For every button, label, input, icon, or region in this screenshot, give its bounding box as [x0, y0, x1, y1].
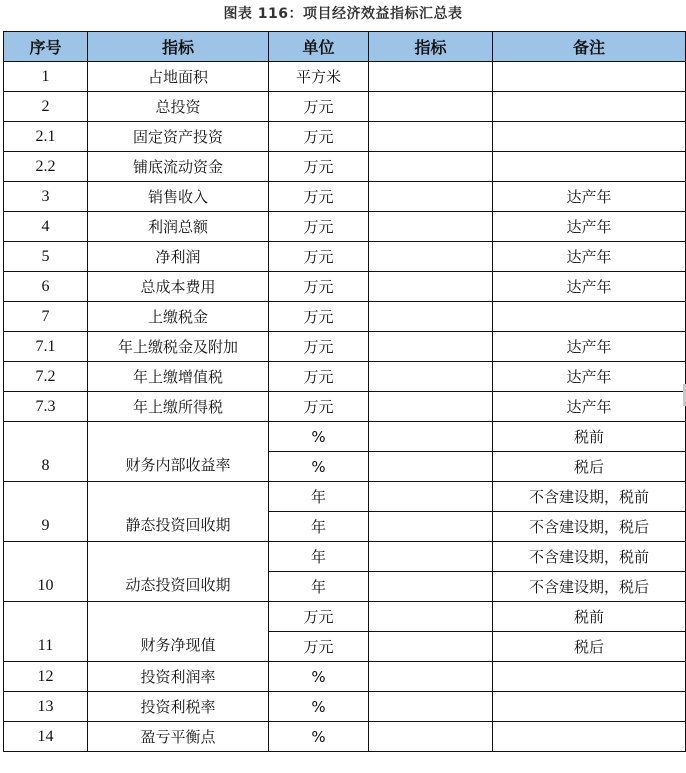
cell-value [369, 92, 493, 122]
cell-note [493, 722, 686, 752]
cell-note: 不含建设期，税后 [493, 572, 686, 602]
cell-unit: 万元 [269, 152, 369, 182]
cell-unit: 年 [269, 572, 369, 602]
cell-indicator: 总投资 [88, 92, 269, 122]
cell-seq: 6 [4, 272, 88, 302]
cell-unit: % [269, 452, 369, 482]
header-indicator-value: 指标 [369, 32, 493, 62]
cell-indicator: 占地面积 [88, 62, 269, 92]
cell-note: 税后 [493, 452, 686, 482]
cell-value [369, 542, 493, 572]
cell-seq: 4 [4, 212, 88, 242]
cell-unit: % [269, 692, 369, 722]
cell-seq: 14 [4, 722, 88, 752]
cell-indicator: 投资利税率 [88, 692, 269, 722]
cell-seq: 7.1 [4, 332, 88, 362]
cell-value [369, 602, 493, 632]
cell-seq: 5 [4, 242, 88, 272]
cell-indicator: 财务内部收益率 [88, 422, 269, 482]
cell-value [369, 362, 493, 392]
header-seq: 序号 [4, 32, 88, 62]
cell-value [369, 632, 493, 662]
economic-indicators-table [3, 31, 686, 752]
cell-seq: 13 [4, 692, 88, 722]
cell-indicator: 静态投资回收期 [88, 482, 269, 542]
table-row [4, 422, 686, 452]
cell-unit: 年 [269, 482, 369, 512]
cell-note [493, 92, 686, 122]
cell-value [369, 212, 493, 242]
table-row [4, 482, 686, 512]
table-row [4, 542, 686, 572]
cell-note [493, 62, 686, 92]
cell-value [369, 662, 493, 692]
cell-seq: 9 [4, 482, 88, 542]
cell-value [369, 692, 493, 722]
cell-indicator: 投资利润率 [88, 662, 269, 692]
cell-note: 达产年 [493, 392, 686, 422]
cell-value [369, 122, 493, 152]
cell-note: 达产年 [493, 182, 686, 212]
cell-note: 不含建设期，税前 [493, 482, 686, 512]
cell-value [369, 62, 493, 92]
cell-unit: 万元 [269, 92, 369, 122]
cell-indicator: 动态投资回收期 [88, 542, 269, 602]
cell-note: 不含建设期，税前 [493, 542, 686, 572]
table-caption: 图表 116：项目经济效益指标汇总表 [223, 6, 463, 22]
cell-note [493, 662, 686, 692]
cell-value [369, 722, 493, 752]
cell-unit: 万元 [269, 122, 369, 152]
cell-unit: 年 [269, 542, 369, 572]
header-unit: 单位 [269, 32, 369, 62]
cell-indicator: 年上缴增值税 [88, 362, 269, 392]
cell-indicator: 净利润 [88, 242, 269, 272]
cell-note: 不含建设期，税后 [493, 512, 686, 542]
cell-note: 达产年 [493, 212, 686, 242]
table-row [4, 62, 686, 92]
cell-value [369, 452, 493, 482]
header-indicator: 指标 [88, 32, 269, 62]
cell-unit: % [269, 722, 369, 752]
cell-unit: 万元 [269, 332, 369, 362]
cell-value [369, 242, 493, 272]
table-row [4, 152, 686, 182]
cell-indicator: 盈亏平衡点 [88, 722, 269, 752]
cell-note: 达产年 [493, 332, 686, 362]
cell-value [369, 152, 493, 182]
cell-unit: 万元 [269, 272, 369, 302]
cell-seq: 8 [4, 422, 88, 482]
cell-unit: 万元 [269, 602, 369, 632]
cell-seq: 7.2 [4, 362, 88, 392]
table-row [4, 392, 686, 422]
cell-unit: 万元 [269, 212, 369, 242]
cell-indicator: 财务净现值 [88, 602, 269, 662]
table-row [4, 182, 686, 212]
cell-value [369, 392, 493, 422]
cell-note [493, 692, 686, 722]
table-body [4, 62, 686, 752]
cell-value [369, 182, 493, 212]
cell-note: 税后 [493, 632, 686, 662]
table-row [4, 302, 686, 332]
cell-unit: 万元 [269, 242, 369, 272]
table-row [4, 332, 686, 362]
table-row [4, 662, 686, 692]
table-row [4, 122, 686, 152]
cell-indicator: 利润总额 [88, 212, 269, 242]
cell-value [369, 512, 493, 542]
cell-indicator: 上缴税金 [88, 302, 269, 332]
cell-unit: % [269, 422, 369, 452]
cell-seq: 2 [4, 92, 88, 122]
cell-unit: 万元 [269, 392, 369, 422]
cell-unit: 万元 [269, 362, 369, 392]
cell-seq: 12 [4, 662, 88, 692]
cell-indicator: 年上缴税金及附加 [88, 332, 269, 362]
cell-note [493, 152, 686, 182]
cell-indicator: 销售收入 [88, 182, 269, 212]
cell-unit: 年 [269, 512, 369, 542]
cell-value [369, 332, 493, 362]
cell-unit: 万元 [269, 632, 369, 662]
cell-unit: 万元 [269, 302, 369, 332]
cell-indicator: 固定资产投资 [88, 122, 269, 152]
cell-note [493, 122, 686, 152]
cell-value [369, 422, 493, 452]
table-row [4, 212, 686, 242]
cell-unit: % [269, 662, 369, 692]
table-row [4, 362, 686, 392]
cell-seq: 3 [4, 182, 88, 212]
table-row [4, 722, 686, 752]
cell-seq: 2.2 [4, 152, 88, 182]
cell-unit: 平方米 [269, 62, 369, 92]
table-row [4, 692, 686, 722]
cell-seq: 1 [4, 62, 88, 92]
table-row [4, 242, 686, 272]
cell-value [369, 302, 493, 332]
cell-value [369, 572, 493, 602]
cell-note: 达产年 [493, 242, 686, 272]
cell-seq: 10 [4, 542, 88, 602]
cell-note: 达产年 [493, 272, 686, 302]
cell-note [493, 302, 686, 332]
cell-indicator: 年上缴所得税 [88, 392, 269, 422]
table-row [4, 602, 686, 632]
cell-seq: 11 [4, 602, 88, 662]
cell-value [369, 482, 493, 512]
cell-note: 达产年 [493, 362, 686, 392]
cell-indicator: 总成本费用 [88, 272, 269, 302]
cell-seq: 2.1 [4, 122, 88, 152]
cell-note: 税前 [493, 602, 686, 632]
cell-unit: 万元 [269, 182, 369, 212]
cell-indicator: 铺底流动资金 [88, 152, 269, 182]
table-row [4, 272, 686, 302]
cell-seq: 7.3 [4, 392, 88, 422]
header-row [4, 32, 686, 62]
table-row [4, 92, 686, 122]
cell-note: 税前 [493, 422, 686, 452]
header-notes: 备注 [493, 32, 686, 62]
cell-seq: 7 [4, 302, 88, 332]
cell-value [369, 272, 493, 302]
